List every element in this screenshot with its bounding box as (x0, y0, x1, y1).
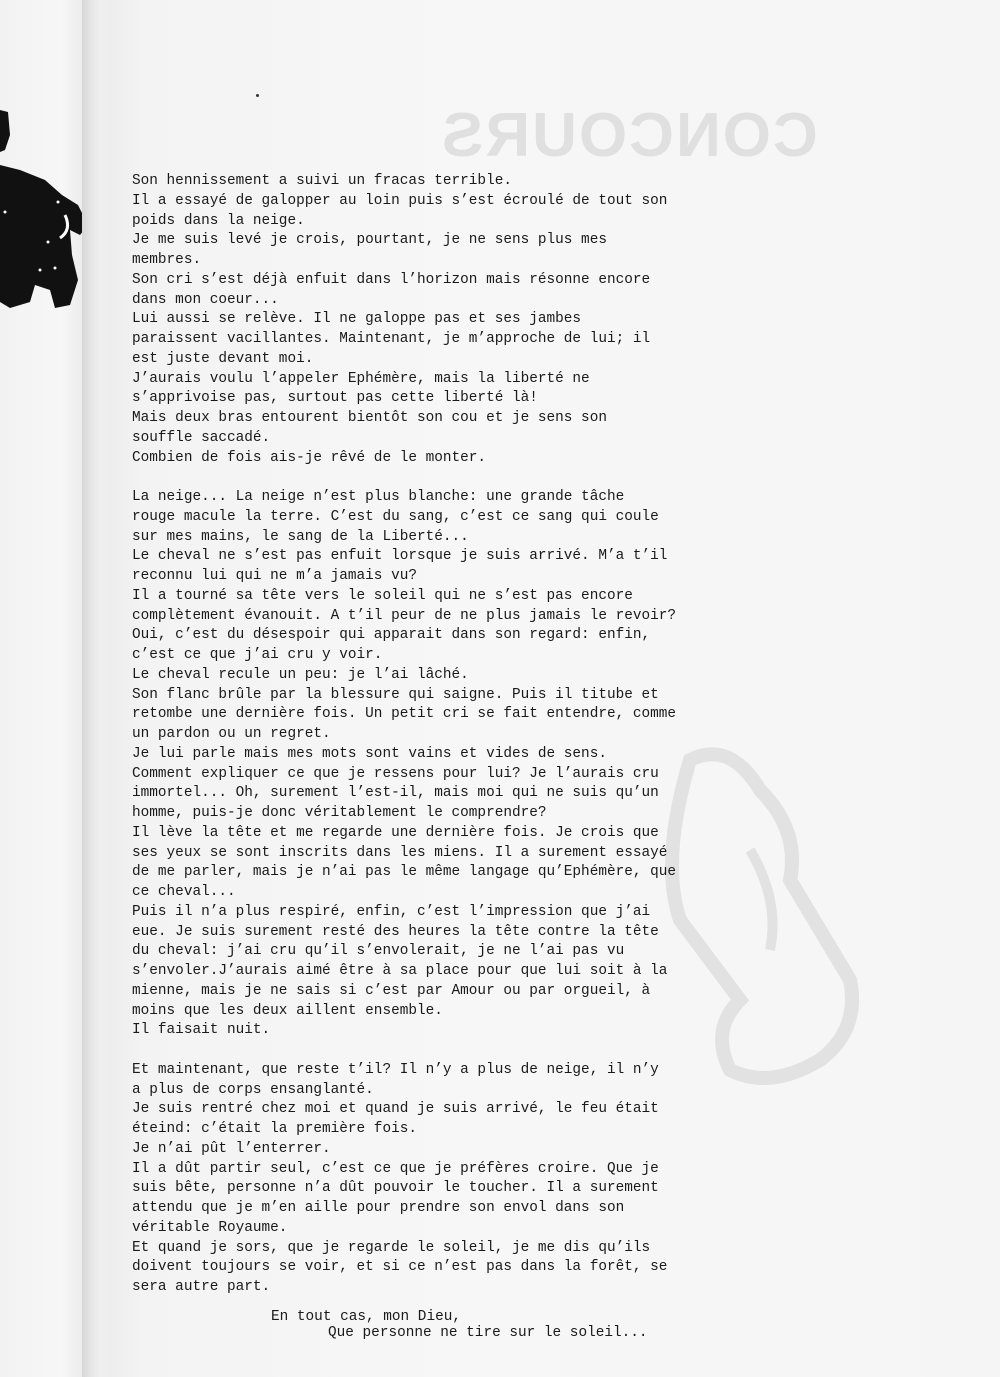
text-line: Je me suis levé je crois, pourtant, je ne sens plus mes (132, 232, 607, 249)
text-line: véritable Royaume. (132, 1219, 288, 1236)
text-line: eue. Je suis surement resté des heures la tête contre la tête (132, 923, 659, 940)
facing-page (0, 0, 88, 1377)
text-line: Il a dût partir seul, c’est ce que je préfères croire. Que je (132, 1160, 659, 1177)
text-line: complètement évanouit. A t’il peur de ne plus jamais le revoir? (132, 607, 677, 624)
text-line: Le cheval ne s’est pas enfuit lorsque je suis arrivé. M’a t’il (132, 548, 668, 565)
text-line: sur mes mains, le sang de la Liberté... (132, 528, 469, 545)
text-line: poids dans la neige. (132, 212, 305, 229)
text-line: s’apprivoise pas, surtout pas cette liberté là! (132, 390, 538, 407)
text-line: Son cri s’est déjà enfuit dans l’horizon mais résonne encore (132, 271, 651, 288)
text-line: Il a essayé de galopper au loin puis s’est écroulé de tout son (132, 192, 668, 209)
text-line: Je n’ai pût l’enterrer. (132, 1140, 331, 1157)
text-line: ce cheval... (132, 884, 236, 900)
text-line: Il lève la tête et me regarde une dernière fois. Je crois que (132, 824, 659, 841)
text-line: paraissent vacillantes. Maintenant, je m’approche de lui; il (132, 331, 651, 347)
paragraph-gap (132, 1041, 692, 1061)
story-text (132, 172, 692, 1298)
text-line: s’envoler.J’aurais aimé être à sa place pour que lui soit à la (132, 963, 668, 979)
text-line: de me parler, mais je n’ai pas le même langage qu’Ephémère, que (132, 864, 677, 881)
text-line: homme, puis-je donc véritablement le comprendre? (132, 805, 547, 821)
text-line: éteind: c’était la première fois. (132, 1121, 417, 1137)
text-line: Lui aussi se relève. Il ne galoppe pas et ses jambes (132, 311, 582, 328)
text-line: Combien de fois ais-je rêvé de le monter. (132, 449, 487, 466)
text-line: Il a tourné sa tête vers le soleil qui ne s’est pas encore (132, 587, 633, 604)
text-line: Puis il n’a plus respiré, enfin, c’est l’impression que j’ai (132, 903, 651, 920)
paragraph-gap (132, 468, 692, 488)
text-line: Son hennissement a suivi un fracas terrible. (132, 173, 512, 189)
text-line: Comment expliquer ce que je ressens pour lui? Je l’aurais cru (132, 765, 659, 782)
text-line: doivent toujours se voir, et si ce n’est pas dans la forêt, se (132, 1259, 668, 1276)
page-gutter (82, 0, 112, 1377)
horse-illustration-fragment (0, 40, 90, 310)
text-line: immortel... Oh, surement l’est-il, mais moi qui ne suis qu’un (132, 785, 659, 802)
text-line: attendu que je m’en aille pour prendre son envol dans son (132, 1200, 625, 1216)
text-line: La neige... La neige n’est plus blanche: une grande tâche (132, 489, 625, 505)
text-line: Il faisait nuit. (132, 1022, 271, 1039)
text-line: sera autre part. (132, 1279, 271, 1295)
text-line: un pardon ou un regret. (132, 726, 331, 742)
text-line: a plus de corps ensanglanté. (132, 1081, 374, 1098)
show-through-title: CONCOURS (440, 101, 818, 170)
text-line: suis bête, personne n’a dût pouvoir le toucher. Il a surement (132, 1180, 659, 1197)
text-line: dans mon coeur... (132, 291, 279, 308)
text-line: Et quand je sors, que je regarde le soleil, je me dis qu’ils (132, 1239, 651, 1256)
text-line: c’est ce que j’ai cru y voir. (132, 647, 383, 663)
text-line: Et maintenant, que reste t’il? Il n’y a plus de neige, il n’y (132, 1061, 659, 1078)
text-line: Je suis rentré chez moi et quand je suis arrivé, le feu était (132, 1101, 659, 1118)
text-line: rouge macule la terre. C’est du sang, c’est ce sang qui coule (132, 508, 659, 525)
text-line: Oui, c’est du désespoir qui apparait dans son regard: enfin, (132, 627, 651, 644)
text-line: souffle saccadé. (132, 429, 271, 446)
text-line: mienne, mais je ne sais si c’est par Amour ou par orgueil, à (132, 982, 651, 999)
text-line: J’aurais voulu l’appeler Ephémère, mais la liberté ne (132, 370, 590, 387)
text-line: retombe une dernière fois. Un petit cri se fait entendre, comme (132, 706, 677, 723)
text-line: reconnu lui qui ne m’a jamais vu? (132, 568, 417, 584)
text-line: est juste devant moi. (132, 350, 314, 367)
text-line: Mais deux bras entourent bientôt son cou et je sens son (132, 410, 607, 426)
text-line: moins que les deux aillent ensemble. (132, 1002, 443, 1019)
text-line: ses yeux se sont inscrits dans les miens. Il a surement essayé (132, 844, 668, 861)
text-line: du cheval: j’ai cru qu’il s’envolerait, je ne l’ai pas vu (132, 943, 625, 960)
text-line: Son flanc brûle par la blessure qui saigne. Puis il titube et (132, 686, 659, 703)
closing-line-2: Que personne ne tire sur le soleil... (328, 1325, 648, 1341)
text-line: Le cheval recule un peu: je l’ai lâché. (132, 666, 469, 683)
text-line: Je lui parle mais mes mots sont vains et vides de sens. (132, 745, 607, 762)
speck (256, 94, 259, 97)
closing-line-1: En tout cas, mon Dieu, (271, 1309, 461, 1325)
text-line: membres. (132, 252, 202, 268)
